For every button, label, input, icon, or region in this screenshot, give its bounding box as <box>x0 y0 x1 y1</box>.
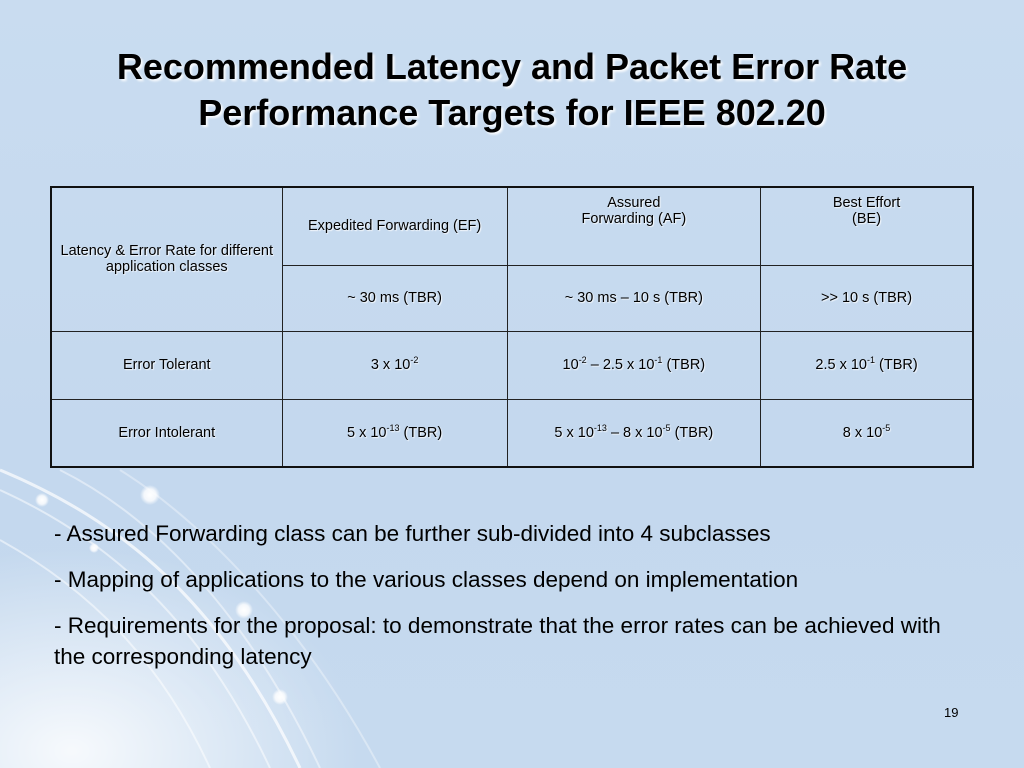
error-intolerant-row <box>51 399 973 467</box>
error-intolerant-af-mid: – 8 x 10 <box>606 424 663 441</box>
error-tolerant-af-exp1: -2 <box>578 355 587 365</box>
error-intolerant-af-base1: 5 x 10 <box>554 424 594 441</box>
error-tolerant-af-base1: 10 <box>562 357 579 373</box>
latency-ef: ~ 30 ms (TBR) <box>282 265 507 331</box>
error-tolerant-af-suffix: (TBR) <box>662 357 706 373</box>
bullet-list <box>54 518 954 687</box>
error-tolerant-be <box>761 331 973 399</box>
header-ef <box>282 187 507 265</box>
header-ef-label: Expedited Forwarding (EF) <box>307 218 482 235</box>
corner-label-cell <box>51 187 282 331</box>
header-af <box>507 187 760 265</box>
error-tolerant-af-exp2: -1 <box>654 355 663 365</box>
error-tolerant-ef-base: 3 x 10 <box>370 357 411 373</box>
error-tolerant-label: Error Tolerant <box>51 331 282 399</box>
error-intolerant-be-exp: -5 <box>882 422 891 433</box>
latency-af: ~ 30 ms – 10 s (TBR) <box>507 265 760 331</box>
slide-title-line-1: Recommended Latency and Packet Error Rate <box>116 46 908 87</box>
error-tolerant-row <box>51 331 973 399</box>
error-tolerant-af-mid: – 2.5 x 10 <box>586 357 655 373</box>
error-tolerant-ef-exp: -2 <box>410 355 419 365</box>
error-tolerant-be-exp: -1 <box>866 355 875 365</box>
bullet-item: - Requirements for the proposal: to demonstrate that the error rates can be achieved with the corresponding latency <box>54 613 941 669</box>
header-af-line-1: Assured <box>607 195 661 211</box>
header-af-line-2: Forwarding (AF) <box>581 211 687 227</box>
error-intolerant-be <box>761 399 973 467</box>
slide-title <box>40 44 984 136</box>
error-intolerant-af-exp2: -5 <box>662 422 671 433</box>
table-header-row <box>51 187 973 265</box>
error-intolerant-ef-exp: -13 <box>386 422 400 433</box>
error-intolerant-af-exp1: -13 <box>593 422 607 433</box>
bullet-item: - Assured Forwarding class can be further sub-divided into 4 subclasses <box>54 521 771 546</box>
header-be-line-2: (BE) <box>852 211 882 227</box>
error-tolerant-be-suffix: (TBR) <box>875 357 918 373</box>
error-intolerant-ef <box>282 399 507 467</box>
error-intolerant-ef-suffix: (TBR) <box>399 424 443 441</box>
latency-be: >> 10 s (TBR) <box>761 265 973 331</box>
error-tolerant-ef <box>282 331 507 399</box>
bullet-item: - Mapping of applications to the various classes depend on implementation <box>54 567 799 592</box>
error-intolerant-af <box>507 399 760 467</box>
page-number: 19 <box>944 705 959 720</box>
error-intolerant-ef-base: 5 x 10 <box>346 424 387 441</box>
error-intolerant-label: Error Intolerant <box>51 399 282 467</box>
performance-targets-table <box>50 186 974 468</box>
header-be-line-1: Best Effort <box>832 195 901 211</box>
error-tolerant-be-base: 2.5 x 10 <box>815 357 867 373</box>
header-be <box>761 187 973 265</box>
error-tolerant-af <box>507 331 760 399</box>
error-intolerant-af-suffix: (TBR) <box>670 424 714 441</box>
corner-label: Latency & Error Rate for different application classes <box>60 243 274 276</box>
slide-title-line-2: Performance Targets for IEEE 802.20 <box>198 92 826 133</box>
error-intolerant-be-base: 8 x 10 <box>842 424 883 441</box>
